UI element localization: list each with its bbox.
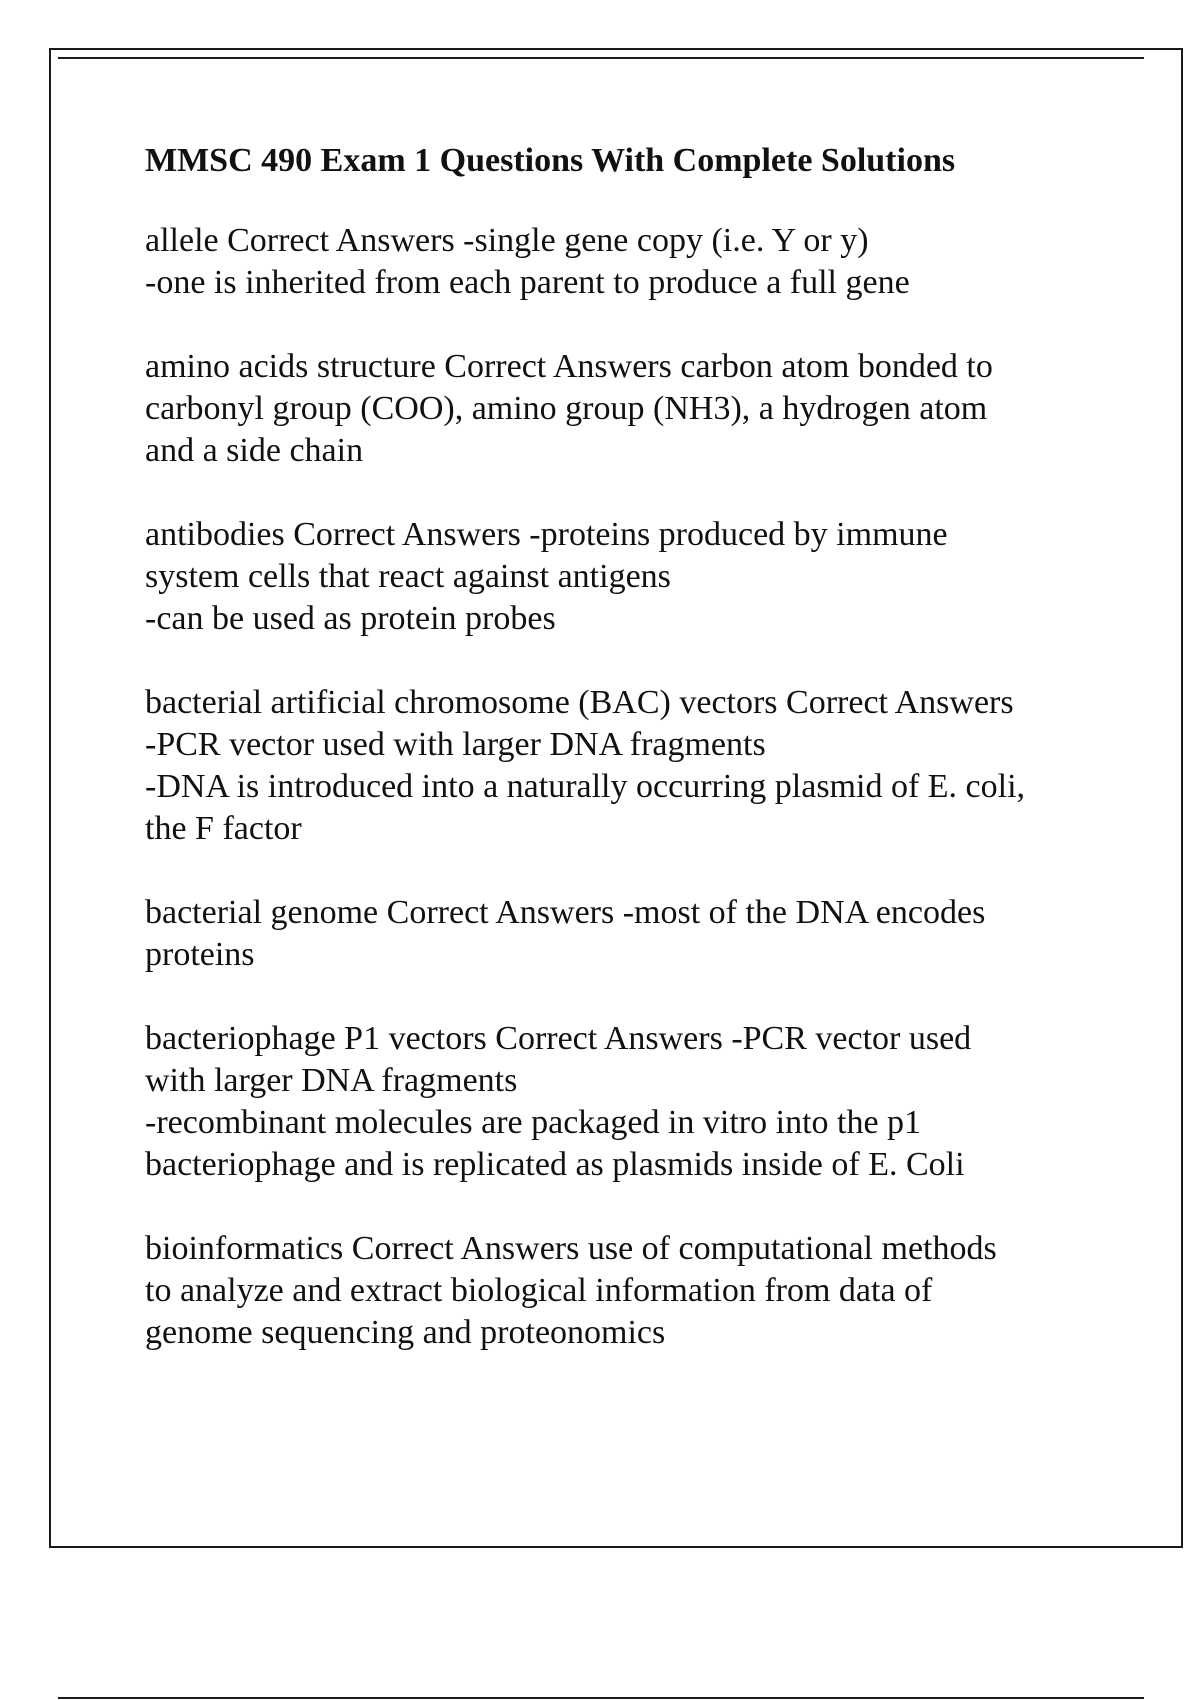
entry-line: -recombinant molecules are packaged in vitro into the p1 xyxy=(145,1104,922,1141)
entry-antibodies xyxy=(145,514,1095,640)
entry-line: bacterial artificial chromosome (BAC) vectors Correct Answers xyxy=(145,684,1014,721)
entry-amino-acids-structure xyxy=(145,346,1095,472)
entry-line: antibodies Correct Answers -proteins produced by immune xyxy=(145,516,948,553)
entry-line: genome sequencing and proteonomics xyxy=(145,1314,666,1351)
document-title: MMSC 490 Exam 1 Questions With Complete Solutions xyxy=(145,142,956,179)
entry-line: bacteriophage P1 vectors Correct Answers -PCR vector used xyxy=(145,1020,972,1057)
entry-line: -can be used as protein probes xyxy=(145,600,556,637)
entry-line: amino acids structure Correct Answers carbon atom bonded to xyxy=(145,348,993,385)
entry-allele xyxy=(145,220,1095,304)
entry-line: proteins xyxy=(145,936,255,973)
top-rule xyxy=(58,57,1144,59)
entry-line: bacterial genome Correct Answers -most of the DNA encodes xyxy=(145,894,986,931)
bottom-rule xyxy=(58,1697,1144,1699)
entry-line: with larger DNA fragments xyxy=(145,1062,518,1099)
entry-line: -DNA is introduced into a naturally occurring plasmid of E. coli, xyxy=(145,768,1026,805)
document-body xyxy=(145,140,1095,1396)
entry-line: bacteriophage and is replicated as plasmids inside of E. Coli xyxy=(145,1146,965,1183)
entry-line: system cells that react against antigens xyxy=(145,558,671,595)
entry-line: -one is inherited from each parent to produce a full gene xyxy=(145,264,910,301)
entry-line: -PCR vector used with larger DNA fragments xyxy=(145,726,766,763)
entry-bacteriophage-p1-vectors xyxy=(145,1018,1095,1186)
entry-line: allele Correct Answers -single gene copy (i.e. Y or y) xyxy=(145,222,869,259)
entry-line: bioinformatics Correct Answers use of computational methods xyxy=(145,1230,997,1267)
entry-line: the F factor xyxy=(145,810,302,847)
entry-line: and a side chain xyxy=(145,432,364,469)
entry-bac-vectors xyxy=(145,682,1095,850)
entry-bacterial-genome xyxy=(145,892,1095,976)
entry-line: carbonyl group (COO), amino group (NH3), a hydrogen atom xyxy=(145,390,988,427)
entry-bioinformatics xyxy=(145,1228,1095,1354)
entry-line: to analyze and extract biological information from data of xyxy=(145,1272,933,1309)
